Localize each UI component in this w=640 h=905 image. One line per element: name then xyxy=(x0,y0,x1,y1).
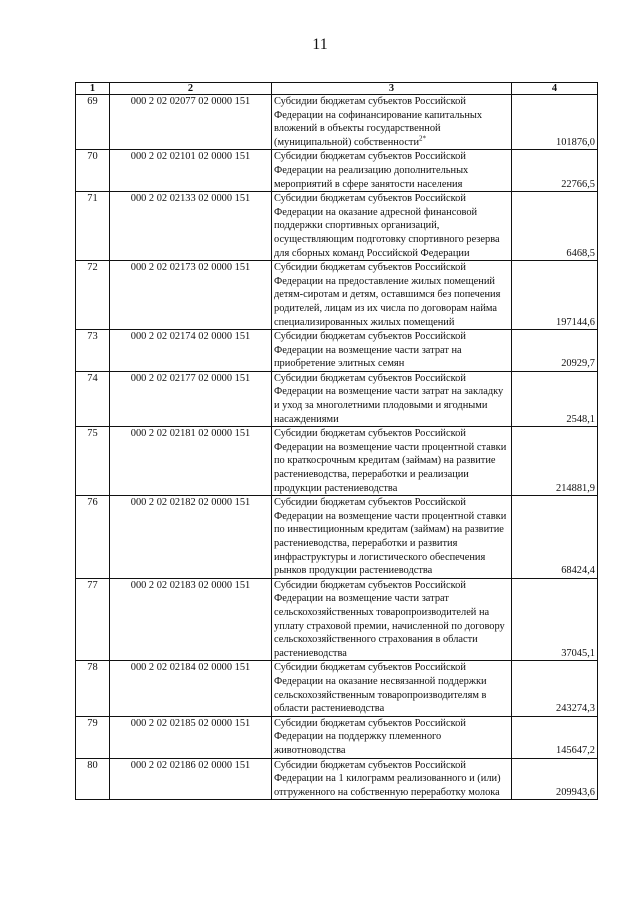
table-row xyxy=(76,427,598,496)
row-number: 76 xyxy=(76,496,110,579)
column-header: 4 xyxy=(512,83,598,95)
row-number: 78 xyxy=(76,661,110,716)
row-number: 72 xyxy=(76,261,110,330)
footnote-mark: 2* xyxy=(419,134,427,143)
column-header: 1 xyxy=(76,83,110,95)
description-text: Субсидии бюджетам субъектов Российской Федерации на софинансирование капитальных вложений в объекты государственной (муниципальной) собственности xyxy=(274,96,483,148)
table-row xyxy=(76,716,598,758)
table-body xyxy=(76,95,598,800)
subsidy-description xyxy=(272,95,512,150)
table-row xyxy=(76,330,598,372)
column-header: 2 xyxy=(110,83,272,95)
budget-code: 000 2 02 02077 02 0000 151 xyxy=(110,95,272,150)
amount-value: 22766,5 xyxy=(512,150,598,192)
description-text: Субсидии бюджетам субъектов Российской Федерации на возмещение части процентной ставки по краткосрочным кредитам (займам) на развитие растениеводства, переработки и реализации продукции растениеводства xyxy=(274,428,507,494)
amount-value: 209943,6 xyxy=(512,758,598,800)
description-text: Субсидии бюджетам субъектов Российской Федерации на 1 килограмм реализованного и (или) отгруженного на собственную переработку молока xyxy=(274,759,501,798)
row-number: 73 xyxy=(76,330,110,372)
row-number: 69 xyxy=(76,95,110,150)
table-header-row xyxy=(76,83,598,95)
budget-code: 000 2 02 02181 02 0000 151 xyxy=(110,427,272,496)
subsidy-description xyxy=(272,661,512,716)
subsidy-description xyxy=(272,261,512,330)
budget-code: 000 2 02 02174 02 0000 151 xyxy=(110,330,272,372)
budget-code: 000 2 02 02184 02 0000 151 xyxy=(110,661,272,716)
table-row xyxy=(76,150,598,192)
row-number: 80 xyxy=(76,758,110,800)
table-row xyxy=(76,95,598,150)
subsidy-description xyxy=(272,330,512,372)
description-text: Субсидии бюджетам субъектов Российской Федерации на оказание адресной финансовой поддержки спортивных организаций, осуществляющим подготовку спортивного резерва для сборных команд Российской Федерации xyxy=(274,193,500,259)
row-number: 77 xyxy=(76,578,110,661)
row-number: 74 xyxy=(76,371,110,426)
budget-code: 000 2 02 02101 02 0000 151 xyxy=(110,150,272,192)
subsidy-description xyxy=(272,716,512,758)
column-header: 3 xyxy=(272,83,512,95)
row-number: 71 xyxy=(76,192,110,261)
subsidy-description xyxy=(272,192,512,261)
table-row xyxy=(76,758,598,800)
budget-code: 000 2 02 02186 02 0000 151 xyxy=(110,758,272,800)
subsidy-description xyxy=(272,150,512,192)
amount-value: 243274,3 xyxy=(512,661,598,716)
amount-value: 101876,0 xyxy=(512,95,598,150)
budget-code: 000 2 02 02185 02 0000 151 xyxy=(110,716,272,758)
description-text: Субсидии бюджетам субъектов Российской Федерации на оказание несвязанной поддержки сельскохозяйственным товаропроизводителям в области растениеводства xyxy=(274,662,487,715)
page-number: 11 xyxy=(312,36,328,53)
table-row xyxy=(76,371,598,426)
budget-code: 000 2 02 02182 02 0000 151 xyxy=(110,496,272,579)
table-row xyxy=(76,578,598,661)
subsidy-description xyxy=(272,371,512,426)
row-number: 70 xyxy=(76,150,110,192)
amount-value: 145647,2 xyxy=(512,716,598,758)
subsidy-description xyxy=(272,578,512,661)
amount-value: 6468,5 xyxy=(512,192,598,261)
table-row xyxy=(76,192,598,261)
amount-value: 197144,6 xyxy=(512,261,598,330)
description-text: Субсидии бюджетам субъектов Российской Федерации на возмещение части процентной ставки по инвестиционным кредитам (займам) на развитие растениеводства, переработки и развития инфраструктуры и логистического обеспечения рынков продукции растениеводства xyxy=(274,497,507,577)
description-text: Субсидии бюджетам субъектов Российской Федерации на возмещение части затрат на приобретение элитных семян xyxy=(274,331,466,370)
budget-code: 000 2 02 02173 02 0000 151 xyxy=(110,261,272,330)
subsidies-table xyxy=(75,82,598,800)
subsidy-description xyxy=(272,496,512,579)
description-text: Субсидии бюджетам субъектов Российской Федерации на возмещение части затрат сельскохозяйственных товаропроизводителей на уплату страховой премии, начисленной по договору сельскохозяйственного страхования в области растениеводства xyxy=(274,579,505,659)
table-row xyxy=(76,661,598,716)
amount-value: 20929,7 xyxy=(512,330,598,372)
budget-code: 000 2 02 02183 02 0000 151 xyxy=(110,578,272,661)
amount-value: 37045,1 xyxy=(512,578,598,661)
description-text: Субсидии бюджетам субъектов Российской Федерации на поддержку племенного животноводства xyxy=(274,717,466,756)
budget-code: 000 2 02 02133 02 0000 151 xyxy=(110,192,272,261)
table-row xyxy=(76,496,598,579)
row-number: 79 xyxy=(76,716,110,758)
row-number: 75 xyxy=(76,427,110,496)
subsidy-description xyxy=(272,427,512,496)
amount-value: 2548,1 xyxy=(512,371,598,426)
subsidy-description xyxy=(272,758,512,800)
description-text: Субсидии бюджетам субъектов Российской Федерации на реализацию дополнительных мероприятий в сфере занятости населения xyxy=(274,151,469,190)
amount-value: 214881,9 xyxy=(512,427,598,496)
description-text: Субсидии бюджетам субъектов Российской Федерации на предоставление жилых помещений детям-сиротам и детям, оставшимся без попечения родителей, лицам из их числа по договорам найма специализированных жилых помещений xyxy=(274,262,501,328)
amount-value: 68424,4 xyxy=(512,496,598,579)
table-row xyxy=(76,261,598,330)
budget-code: 000 2 02 02177 02 0000 151 xyxy=(110,371,272,426)
description-text: Субсидии бюджетам субъектов Российской Федерации на возмещение части затрат на закладку и уход за многолетними плодовыми и ягодными насаждениями xyxy=(274,372,504,425)
